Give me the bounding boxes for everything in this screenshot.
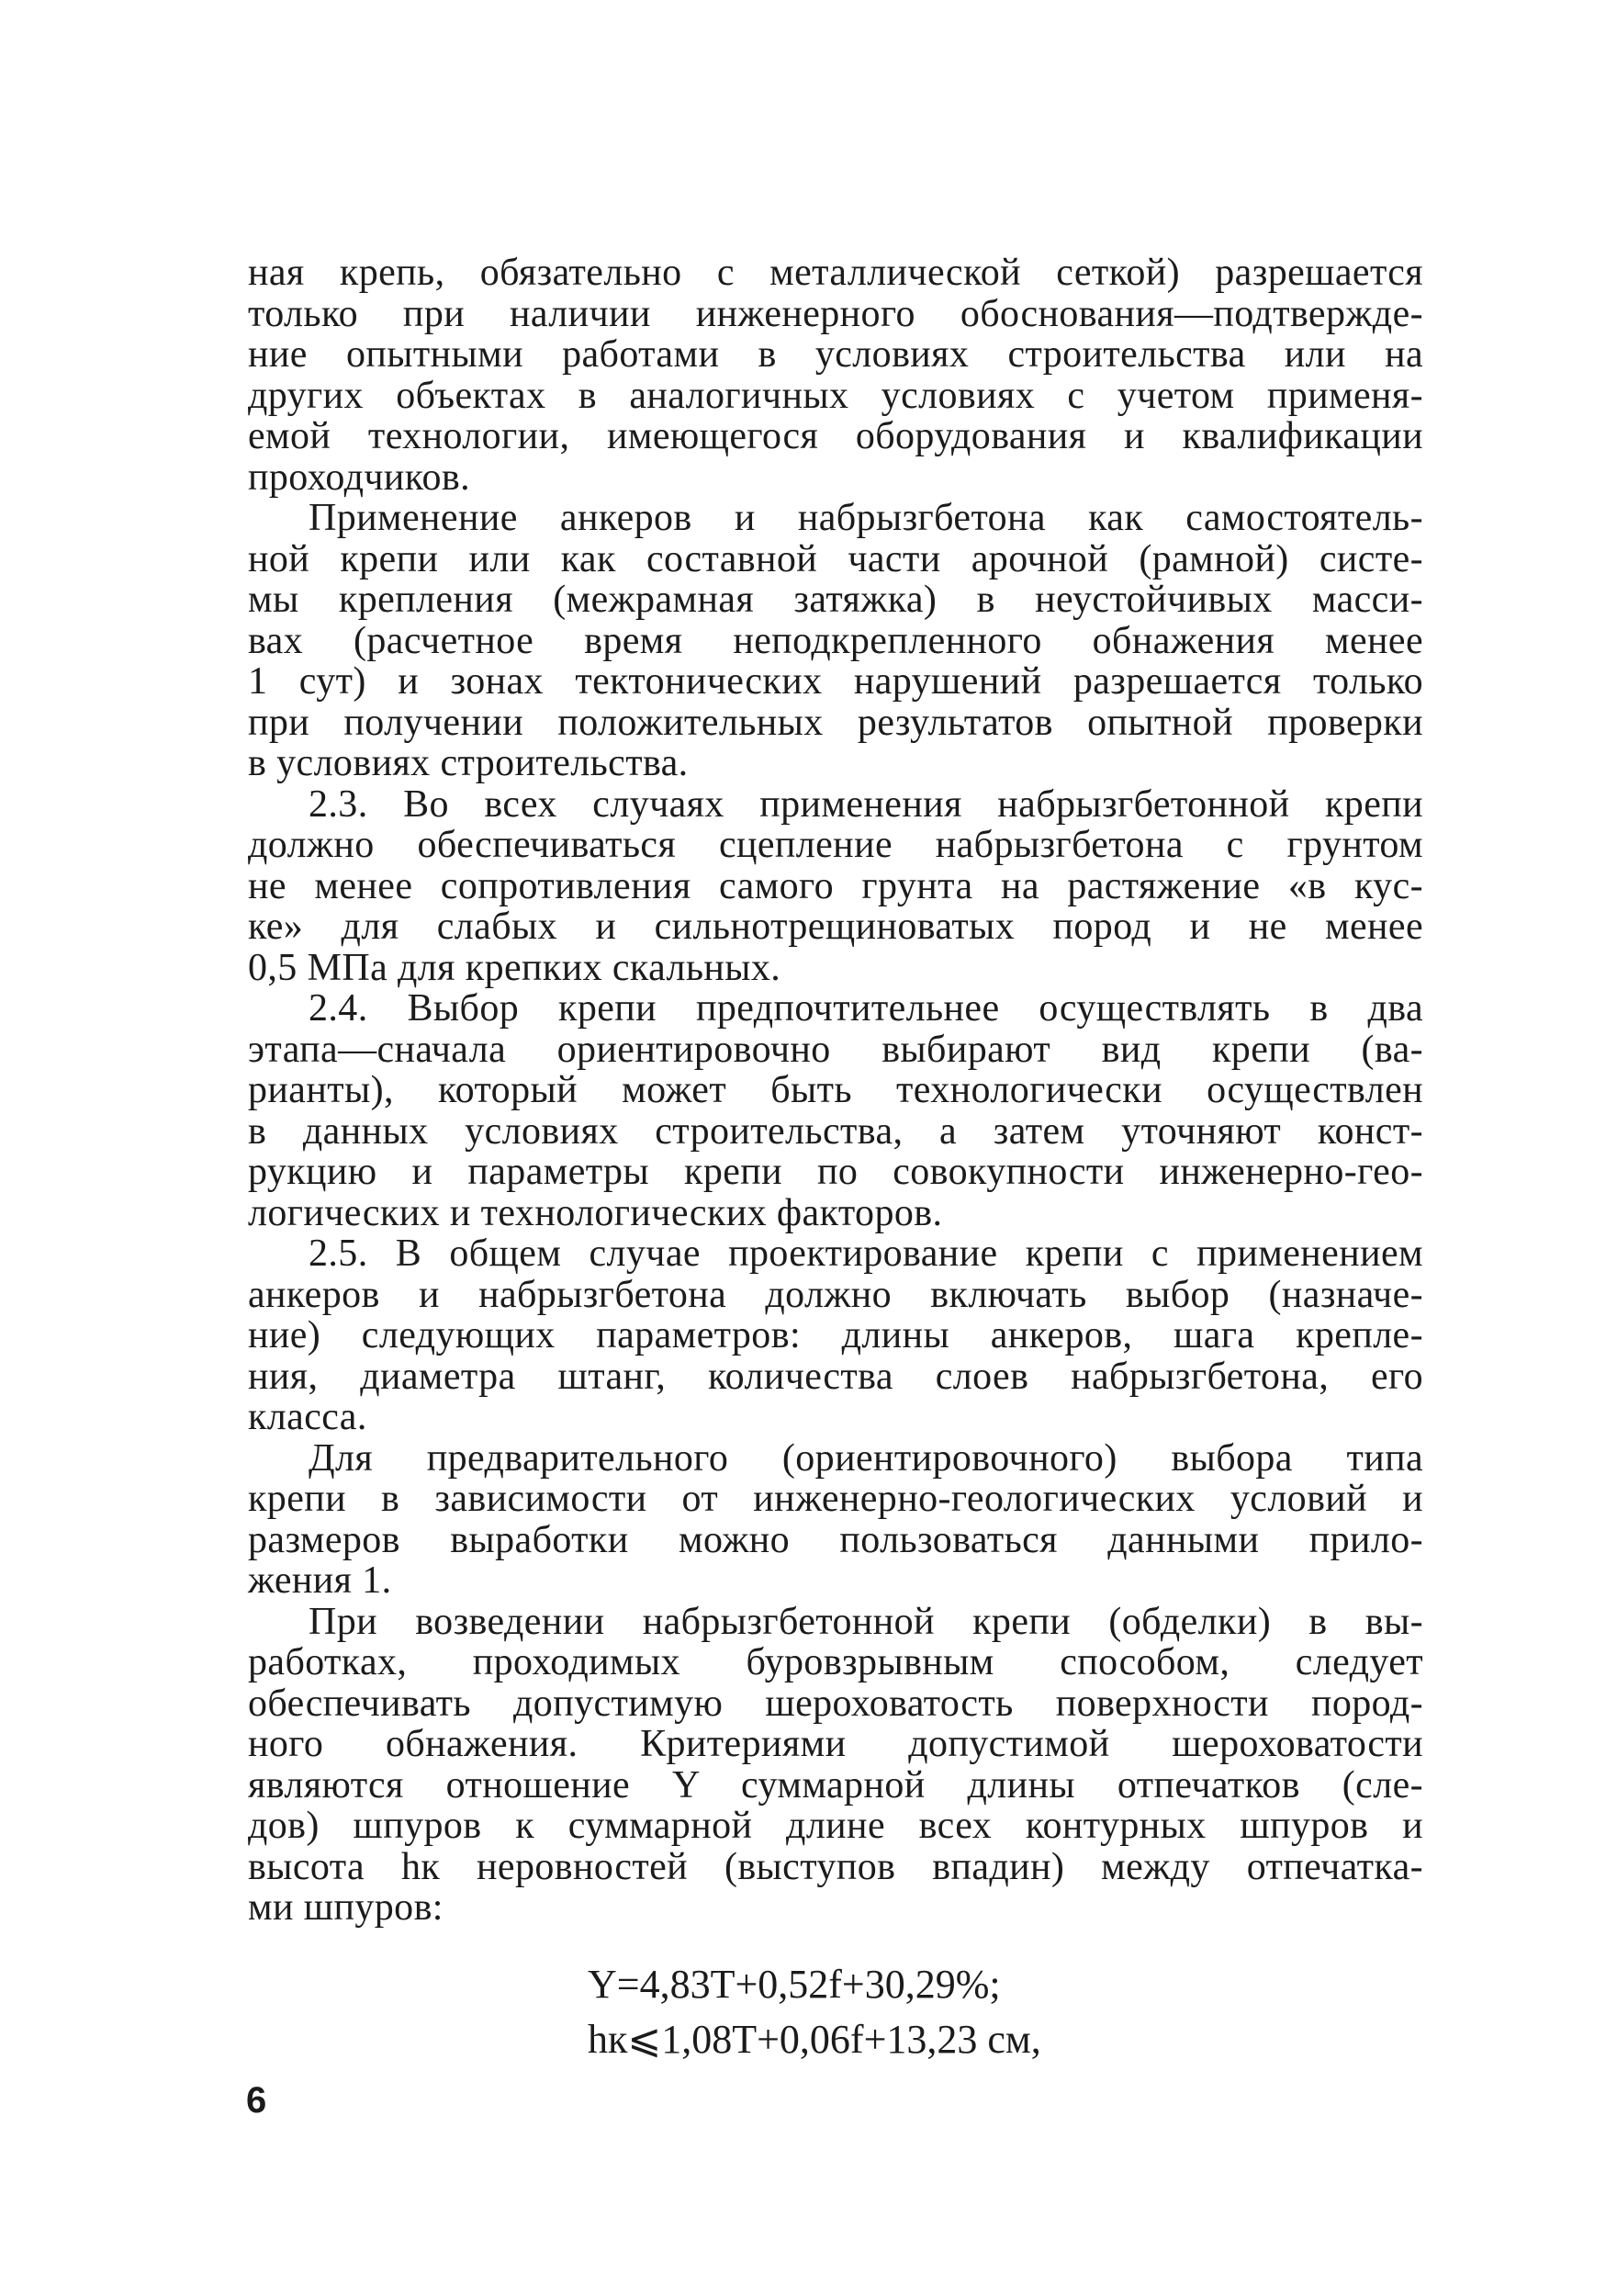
text-line: дов) шпуров к суммарной длине всех контурных шпуров и xyxy=(248,1805,1423,1847)
formula-hk: hк⩽1,08T+0,06f+13,23 см, xyxy=(588,2017,1041,2062)
text-line: ние опытными работами в условиях строительства или на xyxy=(248,333,1423,376)
text-line: 2.4. Выбор крепи предпочтительнее осуществлять в два xyxy=(309,987,1423,1030)
text-line: в условиях строительства. xyxy=(248,742,689,784)
text-line: емой технологии, имеющегося оборудования и квалификации xyxy=(248,415,1423,457)
text-line: ми шпуров: xyxy=(248,1886,444,1929)
text-line: Для предварительного (ориентировочного) выбора типа xyxy=(309,1436,1423,1480)
text-line: должно обеспечиваться сцепление набрызгбетона с грунтом xyxy=(248,824,1423,866)
text-line: ние) следующих параметров: длины анкеров, шага крепле- xyxy=(248,1314,1423,1356)
text-line: не менее сопротивления самого грунта на растяжение «в кус- xyxy=(248,864,1423,907)
text-line: только при наличии инженерного обоснования—подтвержде- xyxy=(248,292,1423,335)
text-line: 2.5. В общем случае проектирование крепи с применением xyxy=(309,1232,1423,1275)
text-line: ного обнажения. Критериями допустимой шероховатости xyxy=(248,1723,1423,1765)
text-line: высота hк неровностей (выступов впадин) между отпечатка- xyxy=(248,1845,1423,1888)
text-line: ной крепи или как составной части арочной (рамной) систе- xyxy=(248,537,1423,580)
text-line: Применение анкеров и набрызгбетона как самостоятель- xyxy=(309,497,1423,539)
text-line: в данных условиях строительства, а затем уточняют конст- xyxy=(248,1109,1423,1153)
text-line: других объектах в аналогичных условиях с учетом применя- xyxy=(248,374,1423,417)
text-line: крепи в зависимости от инженерно-геологических условий и xyxy=(248,1478,1423,1520)
body-text xyxy=(248,253,1423,1929)
text-line: ния, диаметра штанг, количества слоев набрызгбетона, его xyxy=(248,1355,1423,1398)
text-line: При возведении набрызгбетонной крепи (обделки) в вы- xyxy=(309,1600,1423,1643)
text-line: являются отношение Y суммарной длины отпечатков (сле- xyxy=(248,1763,1423,1806)
text-line: рукцию и параметры крепи по совокупности инженерно-гео- xyxy=(248,1151,1423,1193)
text-line: анкеров и набрызгбетона должно включать выбор (назначе- xyxy=(248,1273,1423,1316)
text-line: 2.3. Во всех случаях применения набрызгбетонной крепи xyxy=(309,782,1423,826)
page-number: 6 xyxy=(246,2080,267,2121)
text-line: проходчиков. xyxy=(248,456,470,499)
text-line: размеров выработки можно пользоваться данными прило- xyxy=(248,1518,1423,1561)
text-line: ная крепь, обязательно с металлической сеткой) разрешается xyxy=(248,252,1423,294)
text-line: ке» для слабых и сильнотрещиноватых пород и не менее xyxy=(248,906,1423,948)
text-line: жения 1. xyxy=(248,1559,392,1602)
text-line: мы крепления (межрамная затяжка) в неустойчивых масси- xyxy=(248,579,1423,621)
text-line: класса. xyxy=(248,1396,367,1438)
formula-y: Y=4,83T+0,52f+30,29%; xyxy=(588,1962,1001,2007)
text-line: рианты), который может быть технологически осуществлен xyxy=(248,1069,1423,1111)
text-line: работках, проходимых буровзрывным способом, следует xyxy=(248,1641,1423,1683)
text-line: при получении положительных результатов опытной проверки xyxy=(248,701,1423,744)
text-line: этапа—сначала ориентировочно выбирают вид крепи (ва- xyxy=(248,1028,1423,1071)
text-line: обеспечивать допустимую шероховатость поверхности пород- xyxy=(248,1682,1423,1725)
text-line: логических и технологических факторов. xyxy=(248,1191,943,1234)
text-line: вах (расчетное время неподкрепленного обнажения менее xyxy=(248,619,1423,662)
text-line: 1 сут) и зонах тектонических нарушений разрешается только xyxy=(248,660,1423,703)
text-line: 0,5 МПа для крепких скальных. xyxy=(248,946,781,989)
